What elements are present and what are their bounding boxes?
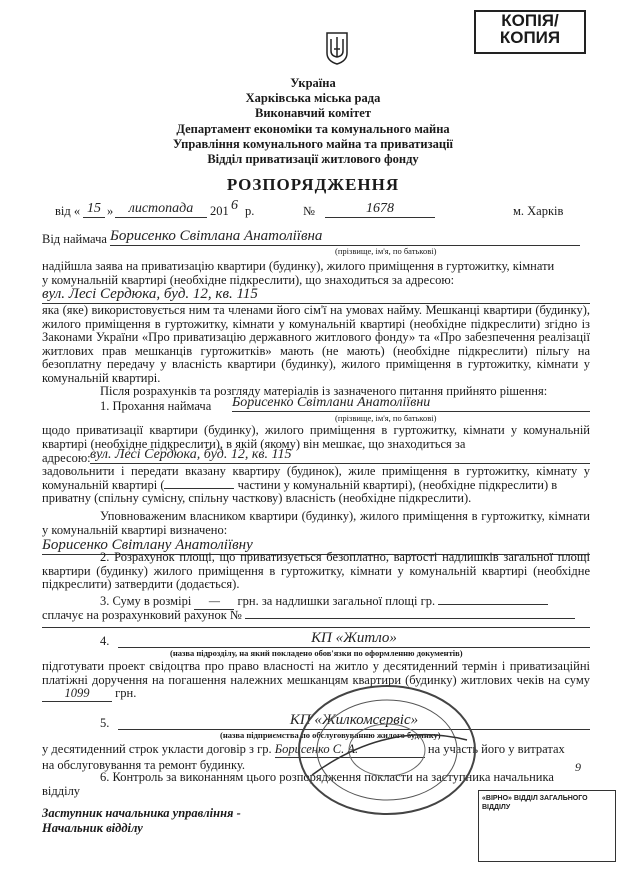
date-year-suffix: 6: [231, 198, 238, 213]
para-certificate-sum: 1099: [42, 687, 112, 702]
tenant-label: Від наймача: [42, 232, 107, 246]
item1-name: Борисенко Світлани Анатоліївни: [232, 395, 590, 412]
para-contract-a: у десятиденний строк укласти договір з гр.: [42, 742, 272, 756]
para-tenancy: яка (яке) використовується ним та членами його сім'ї на умовах найму. Мешканці квартири (будинку), жилого приміщення в гуртожитку, кімнати у комунальній квартирі (необхідне підкреслити) згідно із Законами України «Про приватизацію державного житлового фонду» та «Про забезпечення реалізації житлових прав мешканців гуртожитків» мають (не мають) (необхідне підкреслити) пільгу на безоплатну передачу у власність квартири (будинку), жилого приміщення в гуртожитку, кімнати у комунальній квартирі.: [42, 303, 590, 385]
address-handwritten-2: вул. Лесі Сердюка, буд. 12, кв. 115: [90, 447, 590, 464]
blank-line: [42, 627, 590, 628]
item5-handwritten: КП «Жилкомсервіс»: [118, 712, 590, 730]
verified-stamp: [478, 790, 616, 862]
para-contract-b: на участь його у витратах: [427, 742, 565, 756]
para-contract-c: на обслуговування та ремонт будинку.: [42, 758, 245, 772]
copy-stamp-line2: КОПИЯ: [499, 28, 561, 47]
date-year-end: р.: [245, 204, 255, 218]
header-city-council: Харківська міська рада: [245, 91, 381, 105]
item6-text: 6. Контроль за виконанням цього розпорядження покласти на заступника начальника: [100, 770, 554, 784]
item3-account: сплачує на розрахунковий рахунок №: [42, 608, 242, 622]
date-mid: »: [107, 204, 114, 218]
header-committee: Виконавчий комітет: [255, 106, 371, 120]
trident-emblem-icon: [324, 31, 350, 65]
city-name: м. Харків: [513, 204, 564, 218]
document-title: РОЗПОРЯДЖЕННЯ: [226, 175, 400, 194]
item4-handwritten: КП «Житло»: [118, 630, 590, 648]
para-certificate-text: підготувати проект свідоцтва про право власності на житло у десятиденний термін і приватизаційні платіжні доручення на погашення належних мешканцям квартири (будинку) житлових чеків на суму: [42, 659, 590, 687]
tenant-hint: (прізвище, ім'я, по батькові): [335, 246, 437, 256]
date-day: 15: [83, 201, 105, 218]
para-transfer-a: задовольнити і передати вказану квартиру (будинок), жиле приміщення в гуртожитку, кімнату у комунальній квартирі (: [42, 464, 590, 492]
address-handwritten: вул. Лесі Сердюка, буд. 12, кв. 115: [42, 286, 590, 304]
signature-role1: Заступник начальника управління -: [42, 806, 241, 820]
para-transfer: [42, 465, 590, 506]
item1-hint: (прізвище, ім'я, по батькові): [335, 413, 437, 423]
header-division: Відділ приватизації житлового фонду: [207, 152, 419, 166]
header-administration: Управління комунального майна та приватизації: [172, 137, 454, 151]
item6-b: відділу: [42, 784, 81, 798]
number-label: №: [303, 204, 315, 218]
item4-hint: (назва підрозділу, на який покладено обов'язки по оформленню документів): [170, 648, 463, 658]
item1-label: 1. Прохання наймача: [100, 399, 212, 413]
item4-label: 4.: [100, 634, 110, 648]
para-owner: Уповноваженим власником квартири (будинку), жилого приміщення в гуртожитку, кімнати у комунальній квартирі визначено:: [42, 509, 590, 537]
item3-label: 3. Суму в розмірі: [100, 594, 192, 608]
item3-text: грн. за надлишки загальної площі гр.: [237, 594, 436, 608]
para-decision: Після розрахунків та розгляду матеріалів із зазначеного питання прийнято рішення:: [100, 384, 548, 398]
copy-stamp-line1: КОПІЯ/: [501, 11, 559, 30]
para-transfer-c: приватну (спільну сумісну, спільну часткову) власність (необхідне підкреслити).: [42, 491, 472, 505]
tenant-name: Борисенко Світлана Анатоліївна: [110, 228, 580, 246]
verified-stamp-text: «ВІРНО» ВІДДІЛ ЗАГАЛЬНОГО ВІДДІЛУ: [482, 795, 588, 811]
copy-stamp: [474, 10, 586, 54]
date-month: листопада: [115, 201, 207, 218]
owner-handwritten: Борисенко Світлану Анатоліївну: [42, 537, 590, 555]
page-number: 9: [575, 760, 581, 774]
para-address-label: адресою:: [42, 451, 91, 465]
order-number: 1678: [325, 201, 435, 218]
item3-line2: [42, 608, 590, 623]
date-year-prefix: 201: [210, 204, 229, 218]
para-application: [42, 260, 590, 287]
para-application-line2: у комунальній квартирі (необхідне підкреслити), що знаходиться за адресою:: [42, 272, 455, 287]
header-department: Департамент економіки та комунального майна: [176, 122, 450, 136]
para-certificate-end: грн.: [115, 686, 137, 700]
date-prefix: від «: [55, 204, 81, 218]
official-seal-icon: [292, 680, 482, 820]
item5-hint: (назва підприємства по обслуговуванню жилого будинку): [220, 730, 441, 740]
date-line: [55, 198, 595, 220]
item5-label: 5.: [100, 716, 110, 730]
signature-role2: Начальник відділу: [42, 821, 143, 835]
para-transfer-b: частини у комунальній квартирі), (необхідне підкреслити) в: [237, 477, 558, 492]
para-privatization: щодо приватизації квартири (будинку), жилого приміщення в гуртожитку, кімнати у комунальній квартирі (необхідне підкреслити), в якій (якому) він мешкає, що знаходиться за: [42, 423, 590, 451]
item2-text: 2. Розрахунок площі, що приватизується безоплатно, вартості надлишків загальної площі квартири (будинку) жилого приміщення в гуртожитку, кімнати у комунальній квартирі (необхідне підкреслити) затвердити (додається).: [42, 550, 590, 591]
header-country: Україна: [290, 76, 336, 90]
para-application-line1: надійшла заява на приватизацію квартири (будинку), жилого приміщення в гуртожитку, кімнати: [42, 259, 555, 273]
item3-value: —: [194, 594, 234, 610]
para-contract-name: Борисенко С. А.: [275, 742, 425, 758]
